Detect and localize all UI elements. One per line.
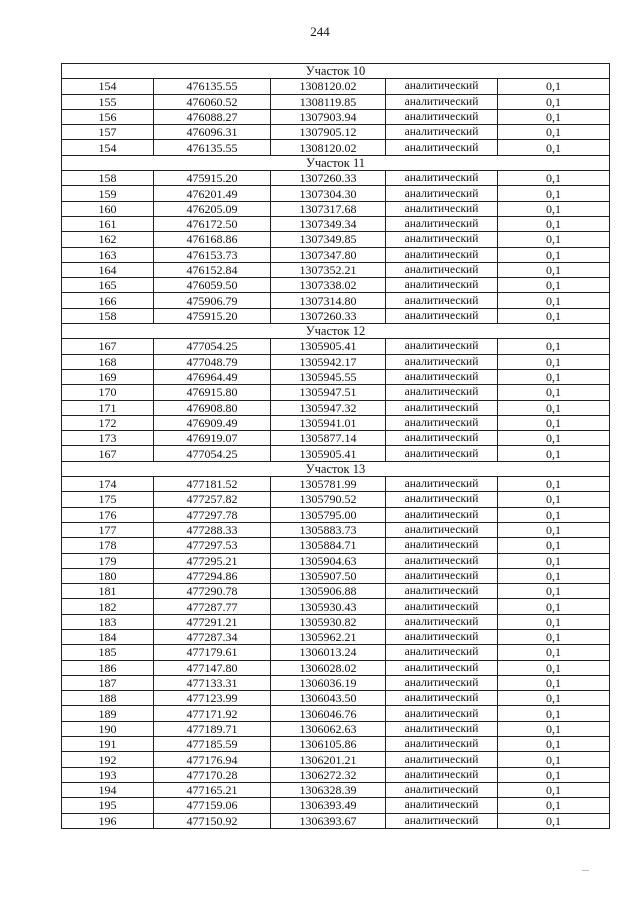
accuracy-cell: 0,1 (498, 737, 610, 752)
point-number-cell: 182 (62, 599, 154, 614)
method-cell: аналитический (386, 553, 498, 568)
point-number-cell: 196 (62, 813, 154, 828)
accuracy-cell: 0,1 (498, 477, 610, 492)
method-cell: аналитический (386, 752, 498, 767)
accuracy-cell: 0,1 (498, 308, 610, 323)
y-coordinate-cell: 1307338.02 (271, 278, 386, 293)
table-row (62, 645, 610, 660)
accuracy-cell: 0,1 (498, 278, 610, 293)
point-number-cell: 164 (62, 262, 154, 277)
point-number-cell: 156 (62, 109, 154, 124)
y-coordinate-cell: 1307260.33 (271, 171, 386, 186)
x-coordinate-cell: 477181.52 (154, 477, 271, 492)
y-coordinate-cell: 1305790.52 (271, 492, 386, 507)
x-coordinate-cell: 477165.21 (154, 782, 271, 797)
accuracy-cell: 0,1 (498, 415, 610, 430)
accuracy-cell: 0,1 (498, 79, 610, 94)
accuracy-cell: 0,1 (498, 691, 610, 706)
point-number-cell: 158 (62, 308, 154, 323)
table-row (62, 660, 610, 675)
table-row (62, 400, 610, 415)
table-row (62, 232, 610, 247)
accuracy-cell: 0,1 (498, 247, 610, 262)
accuracy-cell: 0,1 (498, 721, 610, 736)
point-number-cell: 180 (62, 568, 154, 583)
method-cell: аналитический (386, 798, 498, 813)
accuracy-cell: 0,1 (498, 675, 610, 690)
table-row (62, 629, 610, 644)
y-coordinate-cell: 1306046.76 (271, 706, 386, 721)
table-row (62, 675, 610, 690)
y-coordinate-cell: 1305907.50 (271, 568, 386, 583)
accuracy-cell: 0,1 (498, 614, 610, 629)
x-coordinate-cell: 476964.49 (154, 369, 271, 384)
section-header-row (62, 155, 610, 170)
point-number-cell: 160 (62, 201, 154, 216)
accuracy-cell: 0,1 (498, 629, 610, 644)
accuracy-cell: 0,1 (498, 125, 610, 140)
accuracy-cell: 0,1 (498, 431, 610, 446)
point-number-cell: 169 (62, 369, 154, 384)
point-number-cell: 154 (62, 140, 154, 155)
x-coordinate-cell: 476909.49 (154, 415, 271, 430)
point-number-cell: 162 (62, 232, 154, 247)
method-cell: аналитический (386, 706, 498, 721)
accuracy-cell: 0,1 (498, 660, 610, 675)
point-number-cell: 188 (62, 691, 154, 706)
point-number-cell: 189 (62, 706, 154, 721)
method-cell: аналитический (386, 308, 498, 323)
section-title: Участок 12 (62, 324, 610, 339)
point-number-cell: 192 (62, 752, 154, 767)
point-number-cell: 159 (62, 186, 154, 201)
x-coordinate-cell: 477287.34 (154, 629, 271, 644)
coordinates-table (61, 63, 610, 829)
method-cell: аналитический (386, 216, 498, 231)
accuracy-cell: 0,1 (498, 798, 610, 813)
accuracy-cell: 0,1 (498, 400, 610, 415)
table-row (62, 293, 610, 308)
method-cell: аналитический (386, 614, 498, 629)
table-row (62, 369, 610, 384)
method-cell: аналитический (386, 507, 498, 522)
section-header-row (62, 324, 610, 339)
point-number-cell: 185 (62, 645, 154, 660)
method-cell: аналитический (386, 675, 498, 690)
method-cell: аналитический (386, 278, 498, 293)
x-coordinate-cell: 476919.07 (154, 431, 271, 446)
y-coordinate-cell: 1306028.02 (271, 660, 386, 675)
y-coordinate-cell: 1305930.43 (271, 599, 386, 614)
table-row (62, 492, 610, 507)
x-coordinate-cell: 477133.31 (154, 675, 271, 690)
x-coordinate-cell: 477147.80 (154, 660, 271, 675)
x-coordinate-cell: 477185.59 (154, 737, 271, 752)
accuracy-cell: 0,1 (498, 522, 610, 537)
method-cell: аналитический (386, 721, 498, 736)
accuracy-cell: 0,1 (498, 446, 610, 461)
accuracy-cell: 0,1 (498, 752, 610, 767)
y-coordinate-cell: 1307260.33 (271, 308, 386, 323)
point-number-cell: 163 (62, 247, 154, 262)
point-number-cell: 161 (62, 216, 154, 231)
accuracy-cell: 0,1 (498, 369, 610, 384)
x-coordinate-cell: 477257.82 (154, 492, 271, 507)
y-coordinate-cell: 1307349.85 (271, 232, 386, 247)
table-row (62, 477, 610, 492)
section-title: Участок 10 (62, 64, 610, 79)
method-cell: аналитический (386, 660, 498, 675)
point-number-cell: 187 (62, 675, 154, 690)
x-coordinate-cell: 475915.20 (154, 308, 271, 323)
y-coordinate-cell: 1305906.88 (271, 584, 386, 599)
x-coordinate-cell: 476205.09 (154, 201, 271, 216)
y-coordinate-cell: 1307347.80 (271, 247, 386, 262)
accuracy-cell: 0,1 (498, 813, 610, 828)
point-number-cell: 177 (62, 522, 154, 537)
table-row (62, 691, 610, 706)
table-row (62, 186, 610, 201)
y-coordinate-cell: 1305905.41 (271, 339, 386, 354)
x-coordinate-cell: 476153.73 (154, 247, 271, 262)
table-row (62, 140, 610, 155)
x-coordinate-cell: 476201.49 (154, 186, 271, 201)
x-coordinate-cell: 477054.25 (154, 339, 271, 354)
table-row (62, 125, 610, 140)
x-coordinate-cell: 475906.79 (154, 293, 271, 308)
method-cell: аналитический (386, 446, 498, 461)
accuracy-cell: 0,1 (498, 354, 610, 369)
table-row (62, 584, 610, 599)
table-row (62, 538, 610, 553)
accuracy-cell: 0,1 (498, 232, 610, 247)
point-number-cell: 167 (62, 339, 154, 354)
accuracy-cell: 0,1 (498, 385, 610, 400)
y-coordinate-cell: 1306043.50 (271, 691, 386, 706)
method-cell: аналитический (386, 691, 498, 706)
table-row (62, 446, 610, 461)
method-cell: аналитический (386, 94, 498, 109)
x-coordinate-cell: 475915.20 (154, 171, 271, 186)
x-coordinate-cell: 477048.79 (154, 354, 271, 369)
x-coordinate-cell: 476172.50 (154, 216, 271, 231)
point-number-cell: 166 (62, 293, 154, 308)
y-coordinate-cell: 1307903.94 (271, 109, 386, 124)
x-coordinate-cell: 477123.99 (154, 691, 271, 706)
table-row (62, 782, 610, 797)
method-cell: аналитический (386, 171, 498, 186)
accuracy-cell: 0,1 (498, 262, 610, 277)
y-coordinate-cell: 1305945.55 (271, 369, 386, 384)
x-coordinate-cell: 476096.31 (154, 125, 271, 140)
y-coordinate-cell: 1306105.86 (271, 737, 386, 752)
y-coordinate-cell: 1307317.68 (271, 201, 386, 216)
point-number-cell: 179 (62, 553, 154, 568)
table-row (62, 614, 610, 629)
method-cell: аналитический (386, 79, 498, 94)
x-coordinate-cell: 476908.80 (154, 400, 271, 415)
table-row (62, 522, 610, 537)
x-coordinate-cell: 477295.21 (154, 553, 271, 568)
accuracy-cell: 0,1 (498, 782, 610, 797)
y-coordinate-cell: 1305884.71 (271, 538, 386, 553)
point-number-cell: 171 (62, 400, 154, 415)
point-number-cell: 172 (62, 415, 154, 430)
table-row (62, 507, 610, 522)
method-cell: аналитический (386, 400, 498, 415)
method-cell: аналитический (386, 125, 498, 140)
method-cell: аналитический (386, 415, 498, 430)
accuracy-cell: 0,1 (498, 507, 610, 522)
table-row (62, 262, 610, 277)
x-coordinate-cell: 477179.61 (154, 645, 271, 660)
point-number-cell: 181 (62, 584, 154, 599)
point-number-cell: 175 (62, 492, 154, 507)
accuracy-cell: 0,1 (498, 645, 610, 660)
x-coordinate-cell: 477170.28 (154, 767, 271, 782)
method-cell: аналитический (386, 584, 498, 599)
method-cell: аналитический (386, 492, 498, 507)
point-number-cell: 184 (62, 629, 154, 644)
coordinates-table-body (62, 64, 610, 829)
y-coordinate-cell: 1305904.63 (271, 553, 386, 568)
x-coordinate-cell: 477288.33 (154, 522, 271, 537)
accuracy-cell: 0,1 (498, 109, 610, 124)
x-coordinate-cell: 476135.55 (154, 79, 271, 94)
table-row (62, 216, 610, 231)
table-row (62, 568, 610, 583)
y-coordinate-cell: 1305905.41 (271, 446, 386, 461)
accuracy-cell: 0,1 (498, 216, 610, 231)
method-cell: аналитический (386, 767, 498, 782)
accuracy-cell: 0,1 (498, 538, 610, 553)
y-coordinate-cell: 1306036.19 (271, 675, 386, 690)
scan-mark (582, 870, 589, 871)
accuracy-cell: 0,1 (498, 339, 610, 354)
table-row (62, 752, 610, 767)
y-coordinate-cell: 1307352.21 (271, 262, 386, 277)
x-coordinate-cell: 476168.86 (154, 232, 271, 247)
method-cell: аналитический (386, 186, 498, 201)
method-cell: аналитический (386, 645, 498, 660)
method-cell: аналитический (386, 568, 498, 583)
method-cell: аналитический (386, 293, 498, 308)
section-title: Участок 11 (62, 155, 610, 170)
x-coordinate-cell: 476135.55 (154, 140, 271, 155)
method-cell: аналитический (386, 737, 498, 752)
y-coordinate-cell: 1306393.49 (271, 798, 386, 813)
method-cell: аналитический (386, 782, 498, 797)
y-coordinate-cell: 1305781.99 (271, 477, 386, 492)
table-row (62, 201, 610, 216)
section-title: Участок 13 (62, 461, 610, 476)
y-coordinate-cell: 1306328.39 (271, 782, 386, 797)
method-cell: аналитический (386, 339, 498, 354)
point-number-cell: 155 (62, 94, 154, 109)
point-number-cell: 158 (62, 171, 154, 186)
accuracy-cell: 0,1 (498, 599, 610, 614)
table-row (62, 278, 610, 293)
point-number-cell: 173 (62, 431, 154, 446)
x-coordinate-cell: 476088.27 (154, 109, 271, 124)
table-row (62, 721, 610, 736)
method-cell: аналитический (386, 522, 498, 537)
accuracy-cell: 0,1 (498, 767, 610, 782)
x-coordinate-cell: 477159.06 (154, 798, 271, 813)
method-cell: аналитический (386, 477, 498, 492)
x-coordinate-cell: 477291.21 (154, 614, 271, 629)
point-number-cell: 194 (62, 782, 154, 797)
y-coordinate-cell: 1305930.82 (271, 614, 386, 629)
table-row (62, 109, 610, 124)
method-cell: аналитический (386, 140, 498, 155)
point-number-cell: 167 (62, 446, 154, 461)
y-coordinate-cell: 1305883.73 (271, 522, 386, 537)
page-number: 244 (310, 24, 330, 39)
x-coordinate-cell: 477171.92 (154, 706, 271, 721)
table-row (62, 247, 610, 262)
table-row (62, 431, 610, 446)
accuracy-cell: 0,1 (498, 568, 610, 583)
method-cell: аналитический (386, 538, 498, 553)
table-row (62, 813, 610, 828)
accuracy-cell: 0,1 (498, 186, 610, 201)
method-cell: аналитический (386, 385, 498, 400)
y-coordinate-cell: 1307314.80 (271, 293, 386, 308)
method-cell: аналитический (386, 247, 498, 262)
y-coordinate-cell: 1306393.67 (271, 813, 386, 828)
point-number-cell: 178 (62, 538, 154, 553)
x-coordinate-cell: 477189.71 (154, 721, 271, 736)
y-coordinate-cell: 1307349.34 (271, 216, 386, 231)
point-number-cell: 193 (62, 767, 154, 782)
method-cell: аналитический (386, 109, 498, 124)
table-row (62, 737, 610, 752)
table-row (62, 767, 610, 782)
y-coordinate-cell: 1307304.30 (271, 186, 386, 201)
point-number-cell: 191 (62, 737, 154, 752)
accuracy-cell: 0,1 (498, 171, 610, 186)
point-number-cell: 165 (62, 278, 154, 293)
table-row (62, 339, 610, 354)
method-cell: аналитический (386, 201, 498, 216)
accuracy-cell: 0,1 (498, 94, 610, 109)
x-coordinate-cell: 476060.52 (154, 94, 271, 109)
y-coordinate-cell: 1306201.21 (271, 752, 386, 767)
accuracy-cell: 0,1 (498, 201, 610, 216)
accuracy-cell: 0,1 (498, 706, 610, 721)
table-row (62, 706, 610, 721)
accuracy-cell: 0,1 (498, 584, 610, 599)
accuracy-cell: 0,1 (498, 140, 610, 155)
x-coordinate-cell: 476915.80 (154, 385, 271, 400)
method-cell: аналитический (386, 369, 498, 384)
point-number-cell: 170 (62, 385, 154, 400)
point-number-cell: 174 (62, 477, 154, 492)
point-number-cell: 157 (62, 125, 154, 140)
method-cell: аналитический (386, 262, 498, 277)
table-row (62, 308, 610, 323)
method-cell: аналитический (386, 232, 498, 247)
y-coordinate-cell: 1308119.85 (271, 94, 386, 109)
x-coordinate-cell: 477294.86 (154, 568, 271, 583)
y-coordinate-cell: 1305877.14 (271, 431, 386, 446)
y-coordinate-cell: 1308120.02 (271, 140, 386, 155)
y-coordinate-cell: 1308120.02 (271, 79, 386, 94)
y-coordinate-cell: 1305962.21 (271, 629, 386, 644)
accuracy-cell: 0,1 (498, 553, 610, 568)
method-cell: аналитический (386, 629, 498, 644)
x-coordinate-cell: 477054.25 (154, 446, 271, 461)
point-number-cell: 186 (62, 660, 154, 675)
point-number-cell: 176 (62, 507, 154, 522)
y-coordinate-cell: 1305795.00 (271, 507, 386, 522)
x-coordinate-cell: 477297.78 (154, 507, 271, 522)
table-row (62, 599, 610, 614)
y-coordinate-cell: 1306062.63 (271, 721, 386, 736)
table-row (62, 79, 610, 94)
table-row (62, 94, 610, 109)
section-header-row (62, 64, 610, 79)
y-coordinate-cell: 1305942.17 (271, 354, 386, 369)
x-coordinate-cell: 476152.84 (154, 262, 271, 277)
table-row (62, 354, 610, 369)
point-number-cell: 154 (62, 79, 154, 94)
y-coordinate-cell: 1305947.32 (271, 400, 386, 415)
y-coordinate-cell: 1305941.01 (271, 415, 386, 430)
x-coordinate-cell: 477150.92 (154, 813, 271, 828)
x-coordinate-cell: 476059.50 (154, 278, 271, 293)
y-coordinate-cell: 1306013.24 (271, 645, 386, 660)
point-number-cell: 195 (62, 798, 154, 813)
x-coordinate-cell: 477290.78 (154, 584, 271, 599)
accuracy-cell: 0,1 (498, 492, 610, 507)
method-cell: аналитический (386, 354, 498, 369)
table-row (62, 553, 610, 568)
point-number-cell: 190 (62, 721, 154, 736)
y-coordinate-cell: 1306272.32 (271, 767, 386, 782)
x-coordinate-cell: 477287.77 (154, 599, 271, 614)
table-row (62, 385, 610, 400)
y-coordinate-cell: 1307905.12 (271, 125, 386, 140)
method-cell: аналитический (386, 813, 498, 828)
method-cell: аналитический (386, 431, 498, 446)
table-row (62, 171, 610, 186)
accuracy-cell: 0,1 (498, 293, 610, 308)
section-header-row (62, 461, 610, 476)
point-number-cell: 168 (62, 354, 154, 369)
y-coordinate-cell: 1305947.51 (271, 385, 386, 400)
x-coordinate-cell: 477297.53 (154, 538, 271, 553)
point-number-cell: 183 (62, 614, 154, 629)
method-cell: аналитический (386, 599, 498, 614)
table-row (62, 798, 610, 813)
table-row (62, 415, 610, 430)
x-coordinate-cell: 477176.94 (154, 752, 271, 767)
